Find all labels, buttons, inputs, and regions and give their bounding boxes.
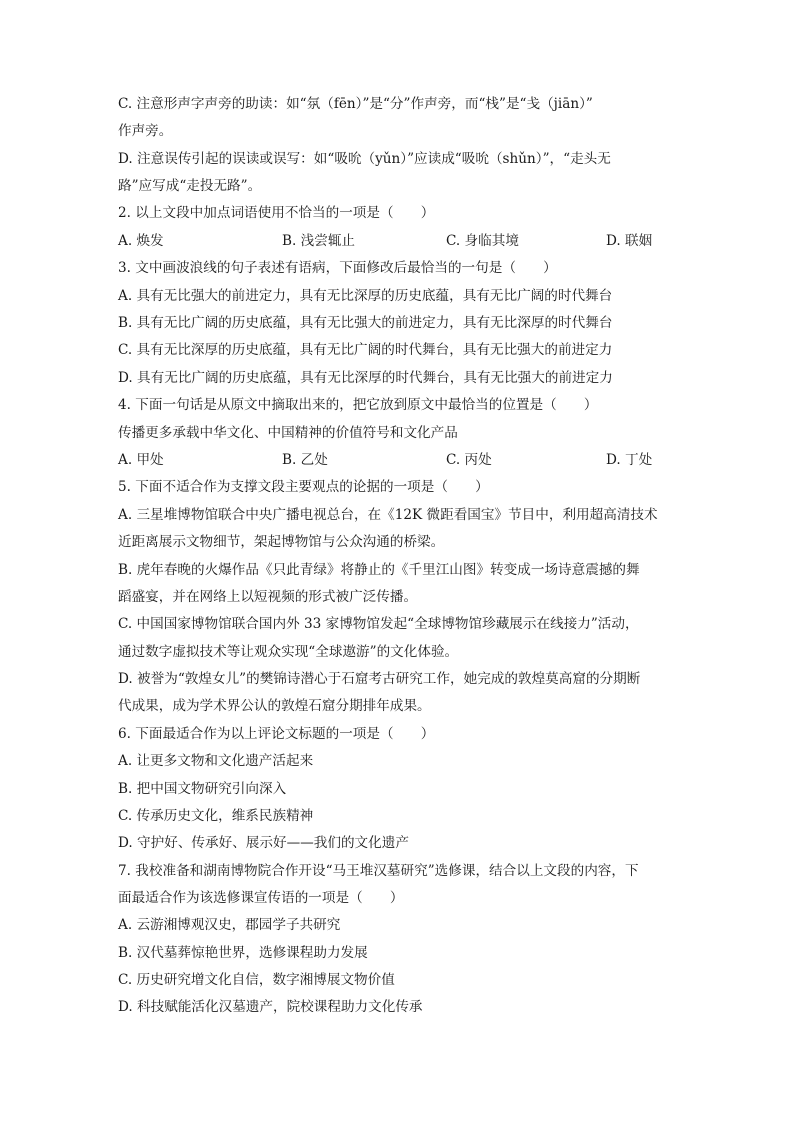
option-a: A. 三星堆博物馆联合中央广播电视总台，在《12K 微距看国宝》节目中，利用超高清技术 <box>118 507 658 523</box>
option-a: A. 让更多文物和文化遗产活起来 <box>118 753 314 769</box>
question-2-options <box>118 231 678 251</box>
option-b: B. 乙处 <box>282 452 328 468</box>
text-line: D. 注意误传引起的误读或误写：如“吸吮（yǔn）”应读成“吸吮（shǔn）”，“走头无 <box>118 151 611 167</box>
question-3-stem: 3. 文中画波浪线的句子表述有语病，下面修改后最恰当的一句是（ ） <box>118 260 557 276</box>
text-line: 路”应写成“走投无路”。 <box>118 178 262 194</box>
option-c: C. 身临其境 <box>446 233 519 249</box>
option-a: A. 具有无比强大的前进定力，具有无比深厚的历史底蕴，具有无比广阔的时代舞台 <box>118 288 613 304</box>
question-4-options <box>118 450 678 470</box>
question-7-stem: 7. 我校准备和湖南博物院合作开设“马王堆汉墓研究”选修课，结合以上文段的内容，下 <box>118 863 639 879</box>
text-line: C. 注意形声字声旁的助读：如“氛（fēn）”是“分”作声旁，而“栈”是“戋（jiān）” <box>118 96 593 112</box>
option-c: C. 丙处 <box>446 452 492 468</box>
option-d: D. 守护好、传承好、展示好——我们的文化遗产 <box>118 835 409 851</box>
option-c: C. 中国国家博物馆联合国内外 33 家博物馆发起“全球博物馆珍藏展示在线接力”活动， <box>118 616 639 632</box>
text-line: 蹈盛宴，并在网络上以短视频的形式被广泛传播。 <box>118 589 418 605</box>
text-line: 面最适合作为该选修课宣传语的一项是（ ） <box>118 890 404 906</box>
text-line: 近距离展示文物细节，架起博物馆与公众沟通的桥梁。 <box>118 534 445 550</box>
option-d: D. 丁处 <box>606 452 653 468</box>
option-b: B. 具有无比广阔的历史底蕴，具有无比强大的前进定力，具有无比深厚的时代舞台 <box>118 315 613 331</box>
option-d: D. 具有无比广阔的历史底蕴，具有无比深厚的时代舞台，具有无比强大的前进定力 <box>118 370 613 386</box>
option-d: D. 联姻 <box>606 233 653 249</box>
question-6-stem: 6. 下面最适合作为以上评论文标题的一项是（ ） <box>118 726 435 742</box>
option-a: A. 焕发 <box>118 233 164 249</box>
option-d: D. 被誉为“敦煌女儿”的樊锦诗潜心于石窟考古研究工作，她完成的敦煌莫高窟的分期断 <box>118 671 641 687</box>
quoted-sentence: 传播更多承载中华文化、中国精神的价值符号和文化产品 <box>118 425 458 441</box>
question-2-stem: 2. 以上文段中加点词语使用不恰当的一项是（ ） <box>118 205 435 221</box>
text-line: 作声旁。 <box>118 123 173 139</box>
question-5-stem: 5. 下面不适合作为支撑文段主要观点的论据的一项是（ ） <box>118 479 489 495</box>
option-b: B. 虎年春晚的火爆作品《只此青绿》将静止的《千里江山图》转变成一场诗意震撼的舞 <box>118 562 640 578</box>
option-c: C. 传承历史文化，维系民族精神 <box>118 808 314 824</box>
option-b: B. 浅尝辄止 <box>282 233 356 249</box>
text-line: 代成果，成为学术界公认的敦煌石窟分期排年成果。 <box>118 698 431 714</box>
option-b: B. 把中国文物研究引向深入 <box>118 781 287 797</box>
option-a: A. 云游湘博观汉史，郡园学子共研究 <box>118 917 341 933</box>
option-a: A. 甲处 <box>118 452 164 468</box>
option-c: C. 历史研究增文化自信，数字湘博展文物价值 <box>118 972 395 988</box>
option-d: D. 科技赋能活化汉墓遗产，院校课程助力文化传承 <box>118 999 423 1015</box>
text-line: 通过数字虚拟技术等让观众实现“全球遨游”的文化体验。 <box>118 644 459 660</box>
option-c: C. 具有无比深厚的历史底蕴，具有无比广阔的时代舞台，具有无比强大的前进定力 <box>118 342 613 358</box>
option-b: B. 汉代墓葬惊艳世界，选修课程助力发展 <box>118 945 368 961</box>
question-4-stem: 4. 下面一句话是从原文中摘取出来的，把它放到原文中最恰当的位置是（ ） <box>118 397 598 413</box>
